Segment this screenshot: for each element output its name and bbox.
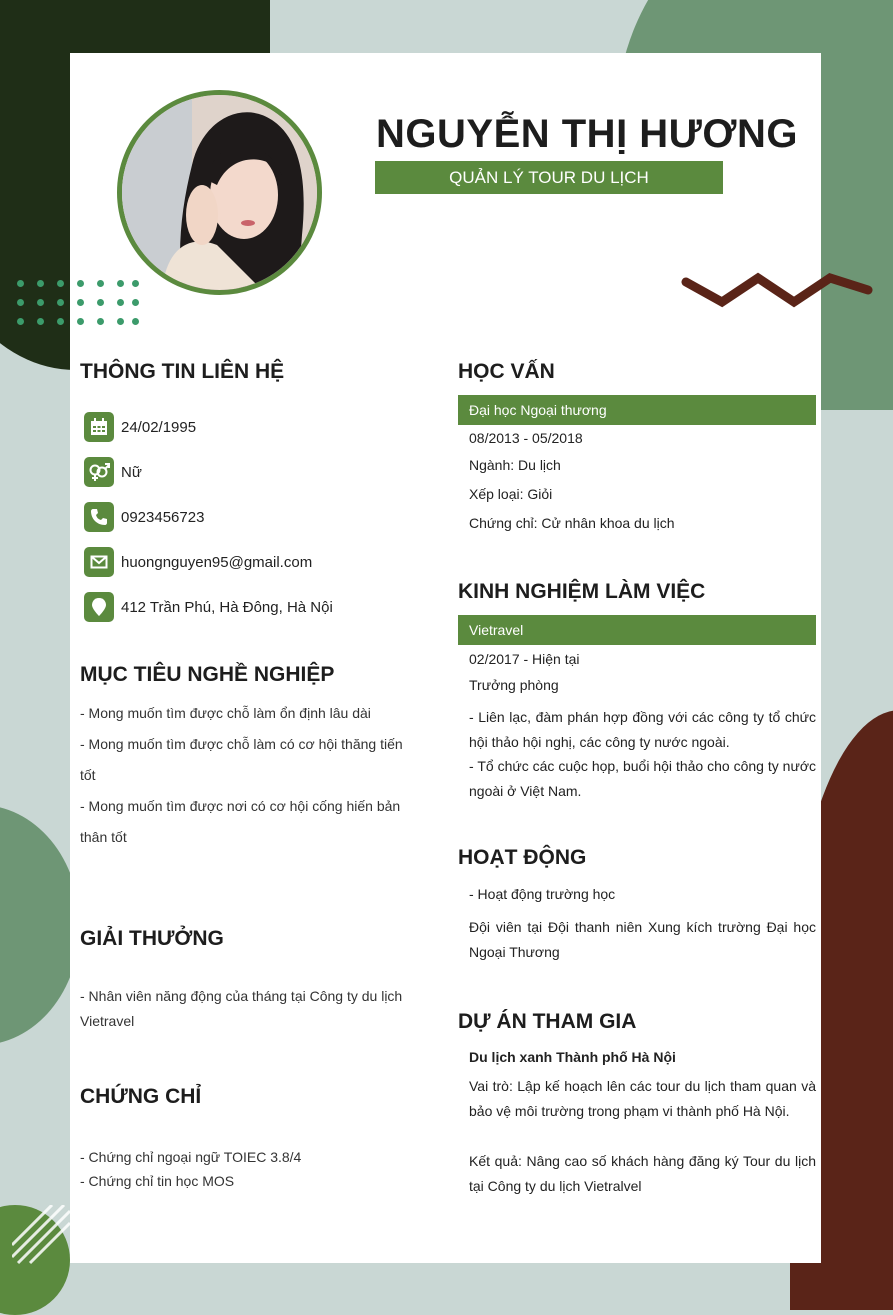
education-heading: HỌC VẤN xyxy=(458,360,555,383)
objective-line: - Mong muốn tìm được chỗ làm có cơ hội thăng tiến xyxy=(80,736,403,752)
calendar-icon xyxy=(84,412,114,442)
experience-position: Trưởng phòng xyxy=(469,677,559,693)
contact-address xyxy=(84,592,333,622)
objective-heading: MỤC TIÊU NGHỀ NGHIỆP xyxy=(80,663,335,686)
awards-text xyxy=(80,984,445,1034)
project-result: Kết quả: Nâng cao số khách hàng đăng ký Tour du lịch tại Công ty du lịch Vietralvel xyxy=(469,1153,816,1194)
certificate-line: - Chứng chỉ tin học MOS xyxy=(80,1173,235,1189)
avatar xyxy=(117,90,322,295)
stripes-decoration xyxy=(12,1205,72,1265)
experience-period: 02/2017 - Hiện tại xyxy=(469,651,580,667)
birthdate-text: 24/02/1995 xyxy=(121,418,197,436)
objective-text xyxy=(80,698,445,853)
experience-duty: - Liên lạc, đàm phán hợp đồng với các công ty tổ chức hội thảo hội nghị, các công ty nước ngoài. xyxy=(469,709,816,750)
phone-text: 0923456723 xyxy=(121,508,205,526)
address-text: 412 Trần Phú, Hà Đông, Hà Nội xyxy=(121,598,333,616)
objective-line: tốt xyxy=(80,767,96,783)
contact-email xyxy=(84,547,312,577)
job-title-bar: QUẢN LÝ TOUR DU LỊCH xyxy=(375,161,723,194)
mail-icon xyxy=(84,547,114,577)
activities-description: Đội viên tại Đội thanh niên Xung kích trường Đại học Ngoại Thương xyxy=(469,919,816,960)
contact-heading: THÔNG TIN LIÊN HỆ xyxy=(80,360,285,383)
objective-line: thân tốt xyxy=(80,829,127,845)
full-name: NGUYỄN THỊ HƯƠNG xyxy=(376,112,798,156)
contact-phone xyxy=(84,502,204,532)
contact-gender xyxy=(84,457,142,487)
activities-line: - Hoạt động trường học xyxy=(469,886,616,902)
projects-heading: DỰ ÁN THAM GIA xyxy=(458,1010,637,1033)
project-role: Vai trò: Lập kế hoạch lên các tour du lịch tham quan và bảo vệ môi trường trong phạm vi thành phố Hà Nội. xyxy=(469,1078,816,1119)
gender-icon xyxy=(84,457,114,487)
experience-duty: - Tổ chức các cuộc họp, buổi hội thảo cho công ty nước ngoài ở Việt Nam. xyxy=(469,758,816,799)
objective-line: - Mong muốn tìm được nơi có cơ hội cống hiến bản xyxy=(80,798,401,814)
award-line: Vietravel xyxy=(80,1013,135,1029)
sage-blob-left xyxy=(0,805,80,1045)
awards-heading: GIẢI THƯỞNG xyxy=(80,927,224,950)
experience-company-bar: Vietravel xyxy=(458,615,816,645)
email-text: huongnguyen95@gmail.com xyxy=(121,553,313,571)
gender-text: Nữ xyxy=(121,463,142,481)
education-major: Ngành: Du lịch xyxy=(469,457,561,473)
contact-birthdate xyxy=(84,412,196,442)
zigzag-decoration xyxy=(680,268,880,318)
activities-heading: HOẠT ĐỘNG xyxy=(458,846,587,869)
award-line: - Nhân viên năng động của tháng tại Công ty du lịch xyxy=(80,988,403,1004)
certificates-heading: CHỨNG CHỈ xyxy=(80,1085,202,1108)
education-school-bar: Đại học Ngoại thương xyxy=(458,395,816,425)
certificates-text xyxy=(80,1145,445,1193)
phone-icon xyxy=(84,502,114,532)
education-grade: Xếp loại: Giỏi xyxy=(469,486,553,502)
education-certificate: Chứng chỉ: Cử nhân khoa du lịch xyxy=(469,515,675,531)
objective-line: - Mong muốn tìm được chỗ làm ổn định lâu dài xyxy=(80,705,371,721)
education-period: 08/2013 - 05/2018 xyxy=(469,430,583,446)
location-icon xyxy=(84,592,114,622)
project-title: Du lịch xanh Thành phố Hà Nội xyxy=(469,1049,676,1065)
certificate-line: - Chứng chỉ ngoại ngữ TOIEC 3.8/4 xyxy=(80,1149,302,1165)
experience-heading: KINH NGHIỆM LÀM VIỆC xyxy=(458,580,706,603)
